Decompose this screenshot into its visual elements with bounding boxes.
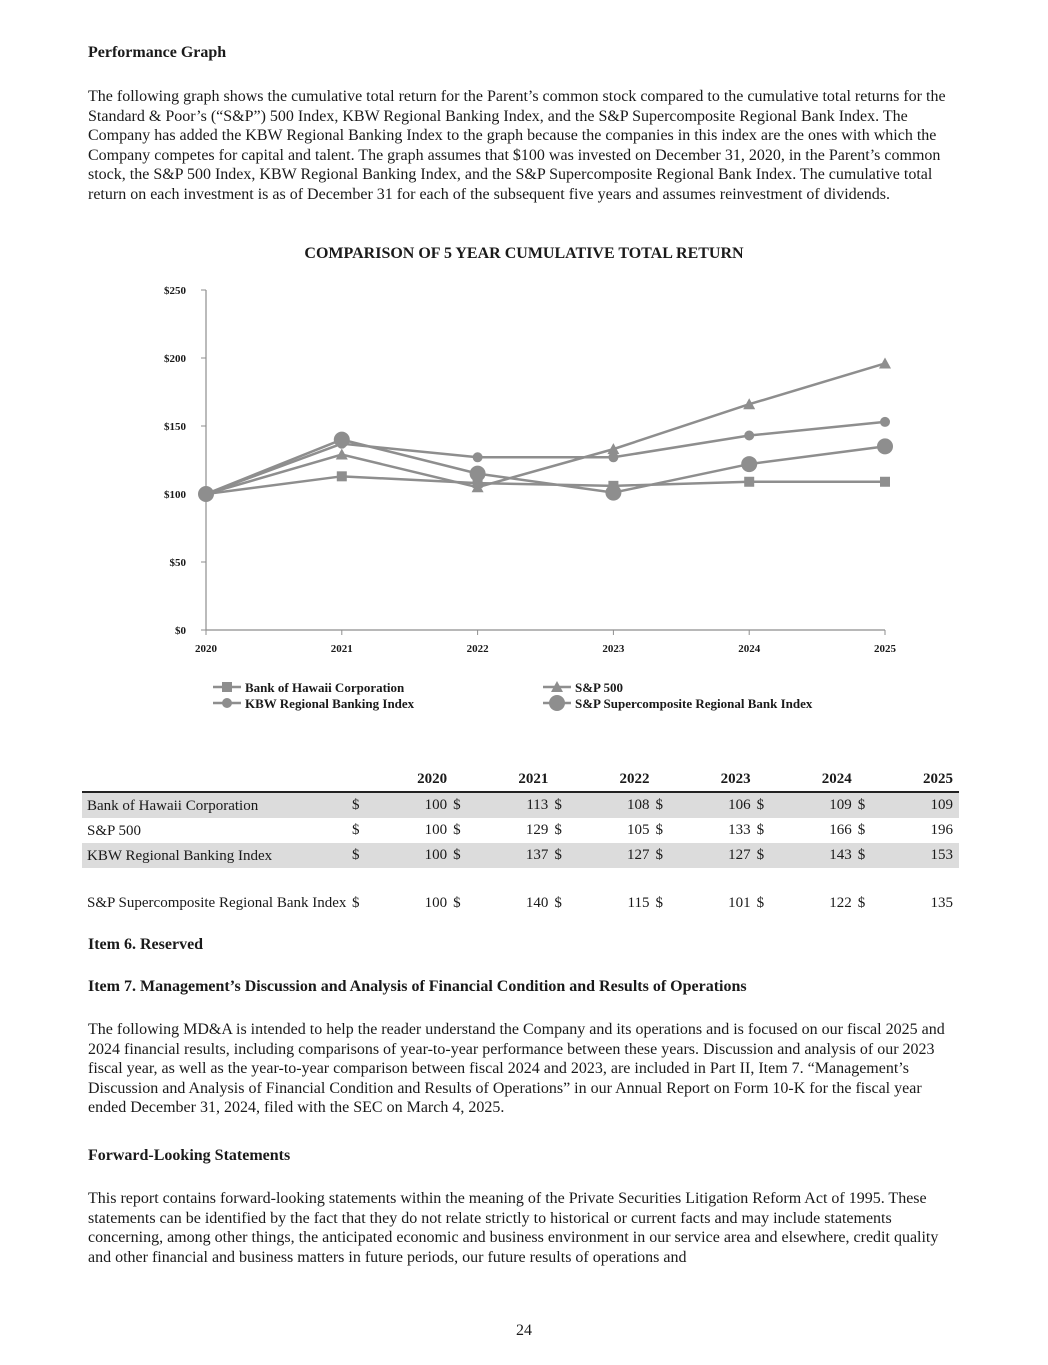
cell-value: 137 xyxy=(469,843,554,868)
data-point xyxy=(473,452,483,462)
currency-symbol: $ xyxy=(554,822,562,838)
table-row xyxy=(82,843,959,868)
currency-symbol: $ xyxy=(453,895,461,911)
y-tick-label: $50 xyxy=(169,557,186,569)
forward-looking-paragraph: This report contains forward-looking statements within the meaning of the Private Securities Litigation Reform Act of 1995. These statements can be identified by the fact that they do not relate strictly to historical or current facts and may include statements concerning, among other things, the anticipated economic and business environment in our service area and elsewhere, credit quality and other financial and business matters in future periods, our future results of operations and xyxy=(88,1190,939,1266)
section-heading-forward-looking: Forward-Looking Statements xyxy=(88,1147,291,1164)
data-point xyxy=(337,471,347,481)
currency-symbol: $ xyxy=(352,792,368,818)
chart-title: COMPARISON OF 5 YEAR CUMULATIVE TOTAL RETURN xyxy=(304,245,744,262)
cell-value: 122 xyxy=(829,895,852,911)
currency-symbol: $ xyxy=(453,843,469,868)
data-point xyxy=(877,438,893,454)
legend-label: Bank of Hawaii Corporation xyxy=(245,680,405,695)
table-header-year: 2021 xyxy=(453,768,554,792)
cell-value: 115 xyxy=(627,895,650,911)
data-point xyxy=(880,477,890,487)
cell-value: 106 xyxy=(671,792,756,818)
series-line-0 xyxy=(206,476,885,494)
table-header-year: 2024 xyxy=(757,768,858,792)
currency-symbol: $ xyxy=(655,792,671,818)
cumulative-return-chart xyxy=(88,270,968,720)
currency-symbol: $ xyxy=(756,895,765,911)
x-tick-label: 2020 xyxy=(195,643,217,655)
x-tick-label: 2023 xyxy=(602,643,625,655)
currency-symbol: $ xyxy=(857,895,866,911)
cell-value: 108 xyxy=(570,792,655,818)
cell-value: 166 xyxy=(829,822,852,838)
currency-symbol: $ xyxy=(757,792,773,818)
table-row xyxy=(82,868,959,916)
table-row xyxy=(82,818,959,843)
currency-symbol: $ xyxy=(858,843,874,868)
currency-symbol: $ xyxy=(352,822,360,838)
data-point xyxy=(336,449,348,460)
page-number: 24 xyxy=(516,1322,532,1339)
y-tick-label: $0 xyxy=(175,625,186,637)
data-point xyxy=(880,417,890,427)
intro-paragraph: The following graph shows the cumulative total return for the Parent’s common stock compared to the cumulative total returns for the Standard & Poor’s (“S&P”) 500 Index, KBW Regional Banking Index, and the S&P Supercomposite Regional Bank Index. The Company has added the KBW Regional Banking Index to the graph because the companies in this index are the ones with which the Company competes for capital and talent. The graph assumes that $100 was invested on December 31, 2020, in the Parent’s common stock, the S&P 500 Index, KBW Regional Banking Index, and the S&P Supercomposite Regional Bank Index. The cumulative total return on each investment is as of December 31 for each of the subsequent five years and assumes reinvestment of dividends. xyxy=(88,88,946,203)
table-header-year: 2022 xyxy=(554,768,655,792)
table-header-year: 2023 xyxy=(655,768,756,792)
currency-symbol: $ xyxy=(757,843,773,868)
cell-value: 109 xyxy=(874,792,959,818)
cell-value: 100 xyxy=(424,895,448,911)
y-tick-label: $150 xyxy=(164,421,186,433)
legend-marker xyxy=(549,695,565,711)
currency-symbol: $ xyxy=(352,895,360,911)
cell-value: 101 xyxy=(728,895,751,911)
y-tick-label: $250 xyxy=(164,285,186,297)
cell-value: 127 xyxy=(671,843,756,868)
table-header-year: 2020 xyxy=(352,768,453,792)
cell-value: 100 xyxy=(368,792,453,818)
currency-symbol: $ xyxy=(352,843,368,868)
x-tick-label: 2022 xyxy=(466,643,489,655)
data-point xyxy=(198,486,214,502)
x-tick-label: 2024 xyxy=(738,643,761,655)
currency-symbol: $ xyxy=(453,822,461,838)
legend-label: KBW Regional Banking Index xyxy=(245,696,415,711)
data-point xyxy=(879,357,891,368)
currency-symbol: $ xyxy=(858,792,874,818)
currency-symbol: $ xyxy=(554,843,570,868)
mdna-paragraph: The following MD&A is intended to help the reader understand the Company and its operations and is focused on our fiscal 2025 and 2024 financial results, including comparisons of year-to-year performance between these years. Discussion and analysis of our 2023 fiscal year, as well as the year-to-year comparison between fiscal 2024 and 2023, are included in Part II, Item 7. “Management’s Discussion and Analysis of Financial Condition and Results of Operations” in our Annual Report on Form 10-K for the fiscal year ended December 31, 2024, filed with the SEC on March 4, 2025. xyxy=(88,1021,945,1117)
row-label: Bank of Hawaii Corporation xyxy=(82,792,352,818)
currency-symbol: $ xyxy=(655,822,663,838)
data-point xyxy=(334,432,350,448)
currency-symbol: $ xyxy=(857,822,866,838)
legend-marker xyxy=(222,682,232,692)
y-tick-label: $200 xyxy=(164,353,186,365)
table-header-row xyxy=(82,768,959,792)
data-point xyxy=(608,452,618,462)
cell-value: 153 xyxy=(874,843,959,868)
cell-value: 113 xyxy=(469,792,554,818)
currency-symbol: $ xyxy=(756,822,765,838)
x-tick-label: 2025 xyxy=(874,643,896,655)
cell-value: 100 xyxy=(368,843,453,868)
data-point xyxy=(605,485,621,501)
currency-symbol: $ xyxy=(554,792,570,818)
cell-value: 100 xyxy=(424,822,448,838)
data-point xyxy=(741,456,757,472)
series-line-1 xyxy=(206,363,885,494)
cell-value: 109 xyxy=(773,792,858,818)
cell-value: 105 xyxy=(626,822,650,838)
y-tick-label: $100 xyxy=(164,489,186,501)
cell-value: 135 xyxy=(930,895,953,911)
returns-table xyxy=(82,768,959,916)
currency-symbol: $ xyxy=(453,792,469,818)
data-point xyxy=(744,477,754,487)
section-heading-performance-graph: Performance Graph xyxy=(88,44,227,61)
currency-symbol: $ xyxy=(655,895,663,911)
table-header-year: 2025 xyxy=(858,768,959,792)
row-label: S&P Supercomposite Regional Bank Index xyxy=(87,895,347,911)
cell-value: 127 xyxy=(570,843,655,868)
row-label: KBW Regional Banking Index xyxy=(82,843,352,868)
section-heading-item-6: Item 6. Reserved xyxy=(88,936,204,953)
currency-symbol: $ xyxy=(655,843,671,868)
legend-label: S&P 500 xyxy=(575,680,624,695)
table-row xyxy=(82,792,959,818)
section-heading-item-7: Item 7. Management’s Discussion and Analysis of Financial Condition and Results of Operations xyxy=(88,978,747,995)
cell-value: 129 xyxy=(525,822,549,838)
series-line-3 xyxy=(206,440,885,494)
currency-symbol: $ xyxy=(554,895,562,911)
legend-marker xyxy=(222,698,232,708)
row-label: S&P 500 xyxy=(87,822,142,839)
cell-value: 133 xyxy=(728,822,751,838)
data-point xyxy=(470,466,486,482)
legend-label: S&P Supercomposite Regional Bank Index xyxy=(575,696,813,711)
cell-value: 143 xyxy=(773,843,858,868)
table-header-blank xyxy=(82,768,352,792)
x-tick-label: 2021 xyxy=(330,643,353,655)
cell-value: 196 xyxy=(930,822,953,838)
cell-value: 140 xyxy=(525,895,549,911)
data-point xyxy=(744,431,754,441)
